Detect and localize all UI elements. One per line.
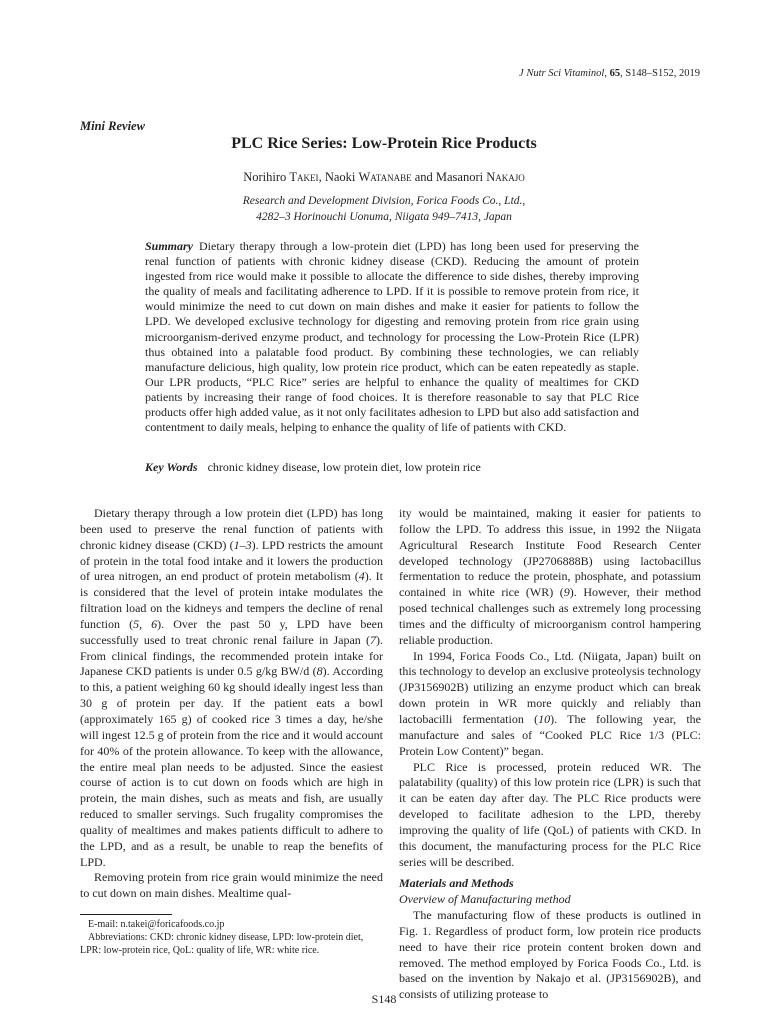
author-first-name: Norihiro bbox=[243, 170, 290, 184]
body-text: ). LPD restricts the amount of protein in the total food intake and it lowers the production of urea nitrogen, an end product of protein metabolism ( bbox=[80, 537, 383, 584]
page-number: S148 bbox=[371, 992, 397, 1006]
body-paragraph: PLC Rice is processed, protein reduced WR. The palatability (quality) of this low protein rice (LPR) is such that it can be eaten day after day. The PLC Rice products were developed to facilitate adhesion to the LPD, thereby improving the quality of life (QoL) of patients with CKD. In this document, the manufacturing process for the PLC Rice series will be described. bbox=[399, 759, 701, 869]
body-paragraph: The manufacturing flow of these products is outlined in Fig. 1. Regardless of product form, low protein rice products need to have their rice protein content broken down and removed. The method employed by Forica Foods Co., Ltd. is based on the invention by Nakajo et al. (JP3156902B), and consists of utilizing protease to bbox=[399, 908, 701, 1002]
body-text: ). From clinical findings, the recommended protein intake for Japanese CKD patients is under 0.5 g/kg BW/d ( bbox=[80, 632, 383, 679]
footnotes bbox=[80, 918, 383, 958]
reference-citation: 8 bbox=[316, 664, 323, 679]
subsection-heading: Overview of Manufacturing method bbox=[399, 892, 571, 907]
abstract-label: Summary bbox=[145, 239, 194, 253]
author-last-name: Takei bbox=[289, 170, 319, 184]
author-last-name: Watanabe bbox=[358, 170, 412, 184]
reference-citation: 4 bbox=[358, 569, 365, 584]
journal-volume: 65 bbox=[609, 68, 621, 79]
author-conjunction: and bbox=[411, 170, 436, 184]
footnote-abbreviations: Abbreviations: CKD: chronic kidney disease, LPD: low-protein diet, LPR: low-protein rice, QoL: quality of life, WR: white rice. bbox=[80, 932, 364, 957]
author-first-name: Naoki bbox=[324, 170, 359, 184]
reference-citation: 9 bbox=[563, 585, 570, 600]
abstract-text: Dietary therapy through a low-protein diet (LPD) has long been used for preserving the renal function of patients with chronic kidney disease (CKD). Reducing the amount of protein ingested from rice would make it possible to allocate the difference to side dishes, thereby improving the quality of meals and facilitating adherence to LPD. If it is possible to remove protein from rice, it would minimize the need to cut down on main dishes and make it easier for patients to follow the LPD. We developed exclusive technology for digesting and removing protein from rice grain using microorganism-derived enzyme product, and technology for processing the Low-Protein Rice (LPR) thus obtained into a palatable food product. By combining these technologies, we can reliably manufacture delicious, high quality, low protein rice product, which can be eaten repeatedly as staple. Our LPR products, “PLC Rice” series are helpful to enhance the quality of mealtimes for CKD patients by increasing their range of food choices. It is therefore reasonable to say that PLC Rice products offer high added value, as it not only facilitates adhesion to LPD but also add satisfaction and contentment to daily meals, helping to enhance the quality of life of patients with CKD. bbox=[145, 239, 639, 435]
reference-citation: 10 bbox=[538, 711, 551, 726]
journal-name: J Nutr Sci Vitaminol bbox=[519, 68, 605, 79]
keywords-text: chronic kidney disease, low protein diet, low protein rice bbox=[207, 460, 481, 474]
body-paragraph bbox=[399, 649, 701, 760]
body-text: ). According to this, a patient weighing 60 kg should ideally ingest less than 30 g of protein per day. If the patient eats a bowl (approximately 165 g) of cooked rice 3 times a day, he/she will ingest 12.5 g of protein from the rice and it would account for 40% of the protein allowance. To keep with the allowance, the entire meal plan needs to be adjusted. Since the easiest course of action is to cut down on foods which are high in protein, the main dishes, such as meats and fish, are usually reduced to smaller servings. Such frugality compromises the quality of mealtimes and makes patients difficult to adhere to the LPD, and as a result, be unable to reap the benefits of LPD. bbox=[80, 664, 383, 869]
journal-citation: J Nutr Sci Vitaminol, 65, S148–S152, 2019 bbox=[519, 68, 700, 79]
body-text: ). The following year, the manufacture and sales of “Cooked PLC Rice 1/3 (PLC: Protein Low Content)” began. bbox=[399, 711, 701, 758]
body-text: ). However, their method posed technical challenges such as extremely long processing times and the difficulty of microorganism control hampering reliable production. bbox=[399, 585, 701, 647]
body-text: ity would be maintained, making it easier for patients to follow the LPD. To address this issue, in 1992 the Niigata Agricultural Research Institute Food Research Center developed technology (JP2706888B) using lactobacillus fermentation to reduce the protein, phosphate, and potassium contained in white rice (WR) ( bbox=[399, 506, 701, 600]
body-paragraph: Removing protein from rice grain would minimize the need to cut down on main dishes. Mealtime qual- bbox=[80, 870, 383, 901]
affiliation-line: Research and Development Division, Forica Foods Co., Ltd., bbox=[242, 195, 526, 207]
author-last-name: Nakajo bbox=[486, 170, 525, 184]
author-list bbox=[0, 170, 768, 185]
abstract bbox=[145, 239, 639, 435]
reference-citation: 1–3 bbox=[233, 537, 252, 552]
body-text: Dietary therapy through a low protein diet (LPD) has long been used to preserve the renal function of patients with chronic kidney disease (CKD) ( bbox=[80, 506, 383, 552]
article-title: PLC Rice Series: Low-Protein Rice Products bbox=[231, 135, 537, 152]
article-type-label: Mini Review bbox=[80, 119, 145, 133]
affiliation bbox=[0, 193, 768, 225]
body-text: In 1994, Forica Foods Co., Ltd. (Niigata, Japan) built on this technology to develop an exclusive proteolysis technology (JP3156902B) utilizing an enzyme product which can break down protein in WR more quickly and reliably than lactobacilli fermentation ( bbox=[399, 648, 701, 726]
body-text: ). It is considered that the level of protein intake modulates the filtration load on the kidneys and tempers the decline of renal function ( bbox=[80, 569, 384, 631]
keywords-label: Key Words bbox=[145, 460, 198, 474]
body-paragraph bbox=[399, 506, 701, 649]
body-column-left bbox=[80, 506, 383, 902]
footnote-email: E-mail: n.takei@foricafoods.co.jp bbox=[88, 919, 225, 930]
reference-citation: 5, 6 bbox=[133, 616, 158, 631]
affiliation-line: 4282–3 Horinouchi Uonuma, Niigata 949–7413, Japan bbox=[256, 211, 512, 223]
journal-pages: , S148–S152, 2019 bbox=[620, 68, 700, 79]
keywords bbox=[145, 460, 639, 475]
author-first-name: Masanori bbox=[435, 170, 487, 184]
author-separator: , bbox=[318, 170, 325, 184]
section-heading: Materials and Methods bbox=[399, 876, 514, 891]
body-paragraph bbox=[80, 506, 383, 870]
footnote-divider bbox=[80, 914, 172, 915]
body-column-right bbox=[399, 506, 701, 1003]
reference-citation: 7 bbox=[370, 632, 376, 647]
body-text: ). Over the past 50 y, LPD have been successfully used to treat chronic renal failure in Japan ( bbox=[80, 616, 384, 647]
